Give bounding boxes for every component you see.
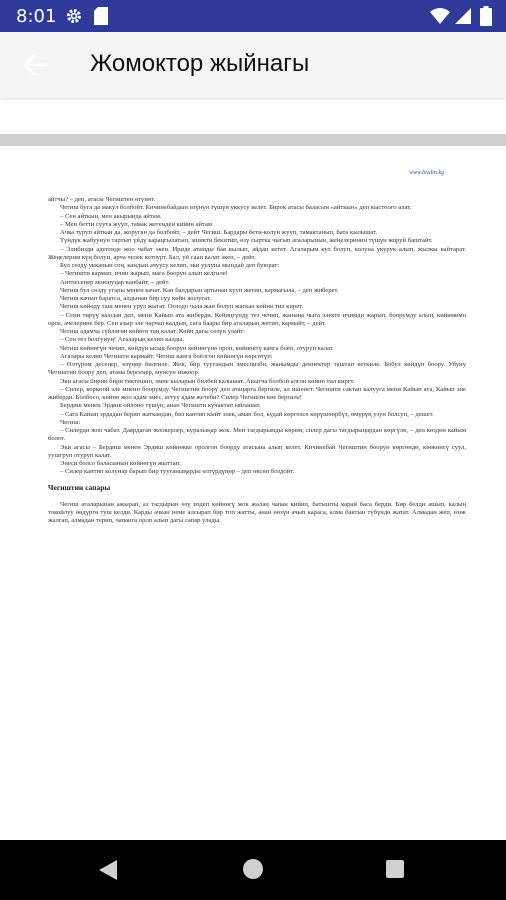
page-title: Жомоктор жыйнагы [90, 50, 310, 77]
site-url: www.bizdin.kg [409, 170, 444, 176]
paragraph: Бул сөздү укканын соң, кандын ачуусу келип, эки уулуна мындай деп буюрат: [60, 262, 280, 269]
paragraph: – Силер, коркпой эле мнеин боорумду Чегиштин боору деп атаңарга бергиле, ал ишенет. Чегишти сактап калууга мени Кайып ата, Кайып эне жиберди. Болбосо, көйнө жоо адам эмес, аттуу адам жетеби? Силер Чегишти көе бергиле! [48, 385, 466, 401]
paragraph: Агалары келип Чегишти кармайт. Чегиш канга боёлгон көйнөгүн көрсөтүп: [60, 352, 273, 360]
paragraph: – Чегишти кармап, ичин жарып, мага боорун алып келгиле! [60, 270, 228, 278]
signal-icon [455, 8, 471, 24]
app-bar [0, 32, 506, 98]
paragraph: – Элибизди адегенде жоо чабат экен. Ириде атамды бая кылып, айдап кетет. Агаларым кул болуп, колуна укурук алып, жылкы кайтарат. Жеңелерим күң болуп, арча челек котоурт. Бал, уй саап калат экен, – дейт. [48, 245, 466, 261]
status-bar [0, 0, 506, 32]
paragraph: – Сени тирүү калсын деп, мени Кайып ата жиберди. Кейиңгүндү тез чечип, жаныңа чыга электе ичимди жарып, боорумду алып, кийимимо орое, ачелерине бер. Сен азыр эле чарчап калдың, сага баары бир агаларың жетип, кармайт, – дейт. [48, 311, 466, 327]
sd-card-icon [94, 7, 108, 25]
paragraph: – Сен айткын, мен акырында айтам. [60, 212, 162, 220]
paragraph: Чегиш адамча сүйлөгөн көйөгө таң калат. Көйн дагы сөзүн улайт: [60, 328, 246, 335]
paragraph: Чегиш качып баратса, алдынан бир суу көйн жолугат. [60, 295, 211, 302]
paragraph: Чегиш буга да макул болбойт. Кичинебайдын өзүнүн түшүн уккусу келет. Бирок атасы баласын «айткын» деп кыстоого алат. [60, 204, 412, 212]
gear-icon [66, 8, 82, 24]
paragraph: – Мен бетти суута жууп, тамак жегенден кийин айтам [60, 220, 213, 228]
page-divider [0, 134, 506, 146]
section-heading: Чегиштин сапары [48, 482, 111, 492]
paragraph: Түндүк жабуунун тартып үйдү караңгылатып, эшикти бекитип, өзү сыртка чыгып агаларынын, жеңелеринин түшүн жоруй баштайт. [60, 237, 433, 245]
nav-home-icon[interactable] [243, 859, 263, 879]
paragraph: Антпесеңер моюнуңар канбайт, – дейт. [60, 278, 170, 286]
nav-recents-icon[interactable] [386, 860, 404, 878]
paragraph: Чегиш көйөдү таш менен урул жыгат. Оозодо чала жан болуп жаткан көйнө тил кирет. [60, 303, 304, 311]
paragraph: Эки агасы бирин бири тиктешип, эмне кыларын билбей калышат. Акыгча болбой алгон көйнө тил киргт. [60, 377, 355, 385]
navigation-bar [0, 840, 506, 900]
paragraph: Энеси болсо баласынын көйнөгүн жыттап: [60, 460, 181, 467]
paragraph: айтчы? – деп, атасы Чегиштен өтүнөт. [48, 196, 156, 203]
paragraph: Чегиш агаларынан ажырап, аз тагдырын өзү издеп көйнөгү жок жалаң чапан кийип, батышты карай баса берди. Бир белдн ашып, калың токойлуу өөдүргө туш келди. Карды ачкан неме алсырап бир топ жатты, анан өөзүн ачып караса, алма бактын түбүндө жатат. Алмадан жеп, өзөк жалгап, алмадан терип, чапанга ороп алып дагы сапар улады. [48, 500, 466, 525]
paragraph: Чегиш: [60, 418, 81, 426]
paragraph: Эки агасы – Бердиш менен Эрдиш көйнөкке оролгон боорду атасына алып келет. Кичинебай Чегиштин боорун көргөндө, көөкөнсү суул, уушгруп отуруп калат. [48, 443, 466, 459]
battery-icon [480, 6, 492, 26]
paragraph: Чегиш көйнөгүн чечип, көйдүн ысык боорун кейнөгүнө ороп, көйнөктү канга боёп, отуруп калат. [60, 344, 334, 352]
paragraph: Бердиш менен Эрдиш ойлоно түшүп, анан Чегишти кучактап ыйлашат. [60, 402, 261, 410]
back-arrow-icon[interactable] [22, 54, 48, 76]
paragraph: – Силерди жоо чабат. Даярдаган жоокерлер, куралыңар жок. Мен тагдырымды көрөм, силер дагы тагдырыңардан көргүлө, – деп көздөн кайым болот. [48, 427, 466, 443]
document-page[interactable] [0, 146, 506, 840]
paragraph: – Сага Кайып эрдадан берип жаткандан, биз кантип кыйт элек, аман бол, кудай көргөзсө көрүшөөрбүз, өмүрүң узун болсун, – дешет. [60, 410, 434, 418]
status-time: 8:01 [16, 6, 57, 27]
paragraph: – Силер кантип колунар барып бир тууганыңарды өлтүрдүңөр – деп өксөп боздойт. [60, 468, 295, 476]
document-text [48, 196, 466, 526]
paragraph: – Өлтүрөм десеңер, өзүңөр билгиле. Жок, бир туугандын эмеспизбн, жанымды деннектер таштап кеткиле. Бобул көйдүн боору. Убуну Чегиштин боору деп, атама берсеңер, мунсун изжоор. [48, 361, 466, 377]
paragraph: Чегиш бул сөздү угары менен качат. Кан балдарын артынан кууп жетип, кармагыла, – деп жиберет. [60, 286, 339, 294]
wifi-icon [430, 8, 450, 24]
nav-back-icon[interactable] [98, 859, 118, 881]
paragraph: – Сен тез болгунуң! Агаларың келип калды. [60, 336, 185, 344]
paragraph: Ачка туруп айткан да, жоруган да болбойт, – дейт Чегиш. Бардары бети-колун жууп, тамактанып, бата кылышат. [60, 229, 378, 236]
